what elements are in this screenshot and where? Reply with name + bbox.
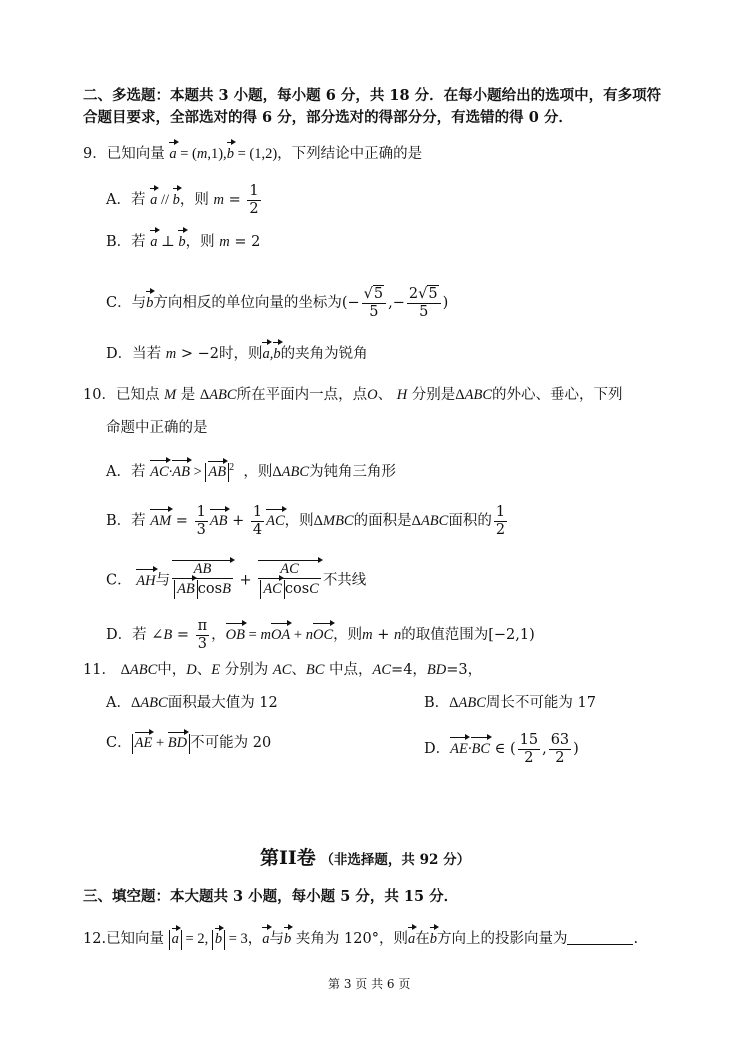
answer-blank[interactable] [567, 928, 633, 945]
q9-vectors: a = (m,1),b = (1,2) [169, 146, 278, 162]
q9-option-a: A．若 a // b，则 m = $\frac{1}{2}$ [106, 183, 259, 217]
q10-stem-line2: 命题中正确的是 [106, 420, 208, 436]
part2-title: 第II卷 （非选择题，共 92 分） [260, 847, 471, 869]
page-footer: 第 3 页 共 6 页 [328, 977, 411, 991]
section3-heading: 三、填空题：本大题共 3 小题，每小题 5 分，共 15 分． [83, 888, 459, 905]
q9-stem: 9．已知向量 a = (m,1),b = (1,2)，下列结论中正确的是 [83, 146, 423, 162]
q9-option-c: C．与b方向相反的单位向量的坐标为(− $\frac{√5}{5}$ ,− $\frac{2√5}{5}$ ) [106, 286, 449, 320]
q11-option-c: C． AE + BD 不可能为 20 [106, 733, 271, 754]
q12-stem: 12.已知向量 a = 2, b = 3，a与b 夹角为 120°，则a在b方向上的投影向量为 . [83, 928, 638, 950]
q10-option-b: B．若 AM = $\frac{1}{3}$ AB + $\frac{1}{4}$ AC，则ΔMBC的面积是ΔABC面积的 $\frac{1}{2}$ [106, 504, 506, 538]
q11-option-b: B．ΔABC周长不可能为 17 [424, 695, 596, 711]
q11-option-a: A．ΔABC面积最大值为 12 [106, 695, 278, 711]
section2-heading-line2: 合题目要求，全部选对的得 6 分，部分选对的得部分分，有选错的得 0 分． [83, 109, 573, 126]
q10-option-c: C． AH与 $\frac{AB}{\text{AB cosB}}$ + $\frac{AC}{\text{AC cosC}}$ 不共线 [106, 562, 366, 599]
q10-option-d: D．若 ∠B = $\frac{\pi}{3}$ ，OB = mOA + nOC，则m + n的取值范围为[−2,1) [106, 618, 535, 652]
q10-option-a: A．若 AC·AB > AB $^2$ ，则ΔABC为钝角三角形 [106, 458, 396, 482]
q11-option-d: D．AE·BC ∈ ( $\frac{15}{2}$ , $\frac{63}{2}$ ) [424, 732, 579, 766]
fraction-one-half: $\frac{1}{2}$ [249, 183, 259, 217]
q11-stem: 11． ΔABC中，D、E 分别为 AC、BC 中点，AC=4，BD=3， [83, 662, 483, 678]
section2-heading-line1: 二、多选题：本题共 3 小题，每小题 6 分，共 18 分．在每小题给出的选项中，有多项符 [83, 87, 662, 104]
q10-stem-line1: 10．已知点 M 是 ΔABC所在平面内一点，点O、 H 分别是ΔABC的外心、垂心，下列 [83, 387, 623, 403]
q9-option-d: D．当若 m > −2时，则a,b的夹角为锐角 [106, 346, 368, 362]
q9-option-b: B．若 a ⊥ b，则 m = 2 [106, 234, 261, 250]
